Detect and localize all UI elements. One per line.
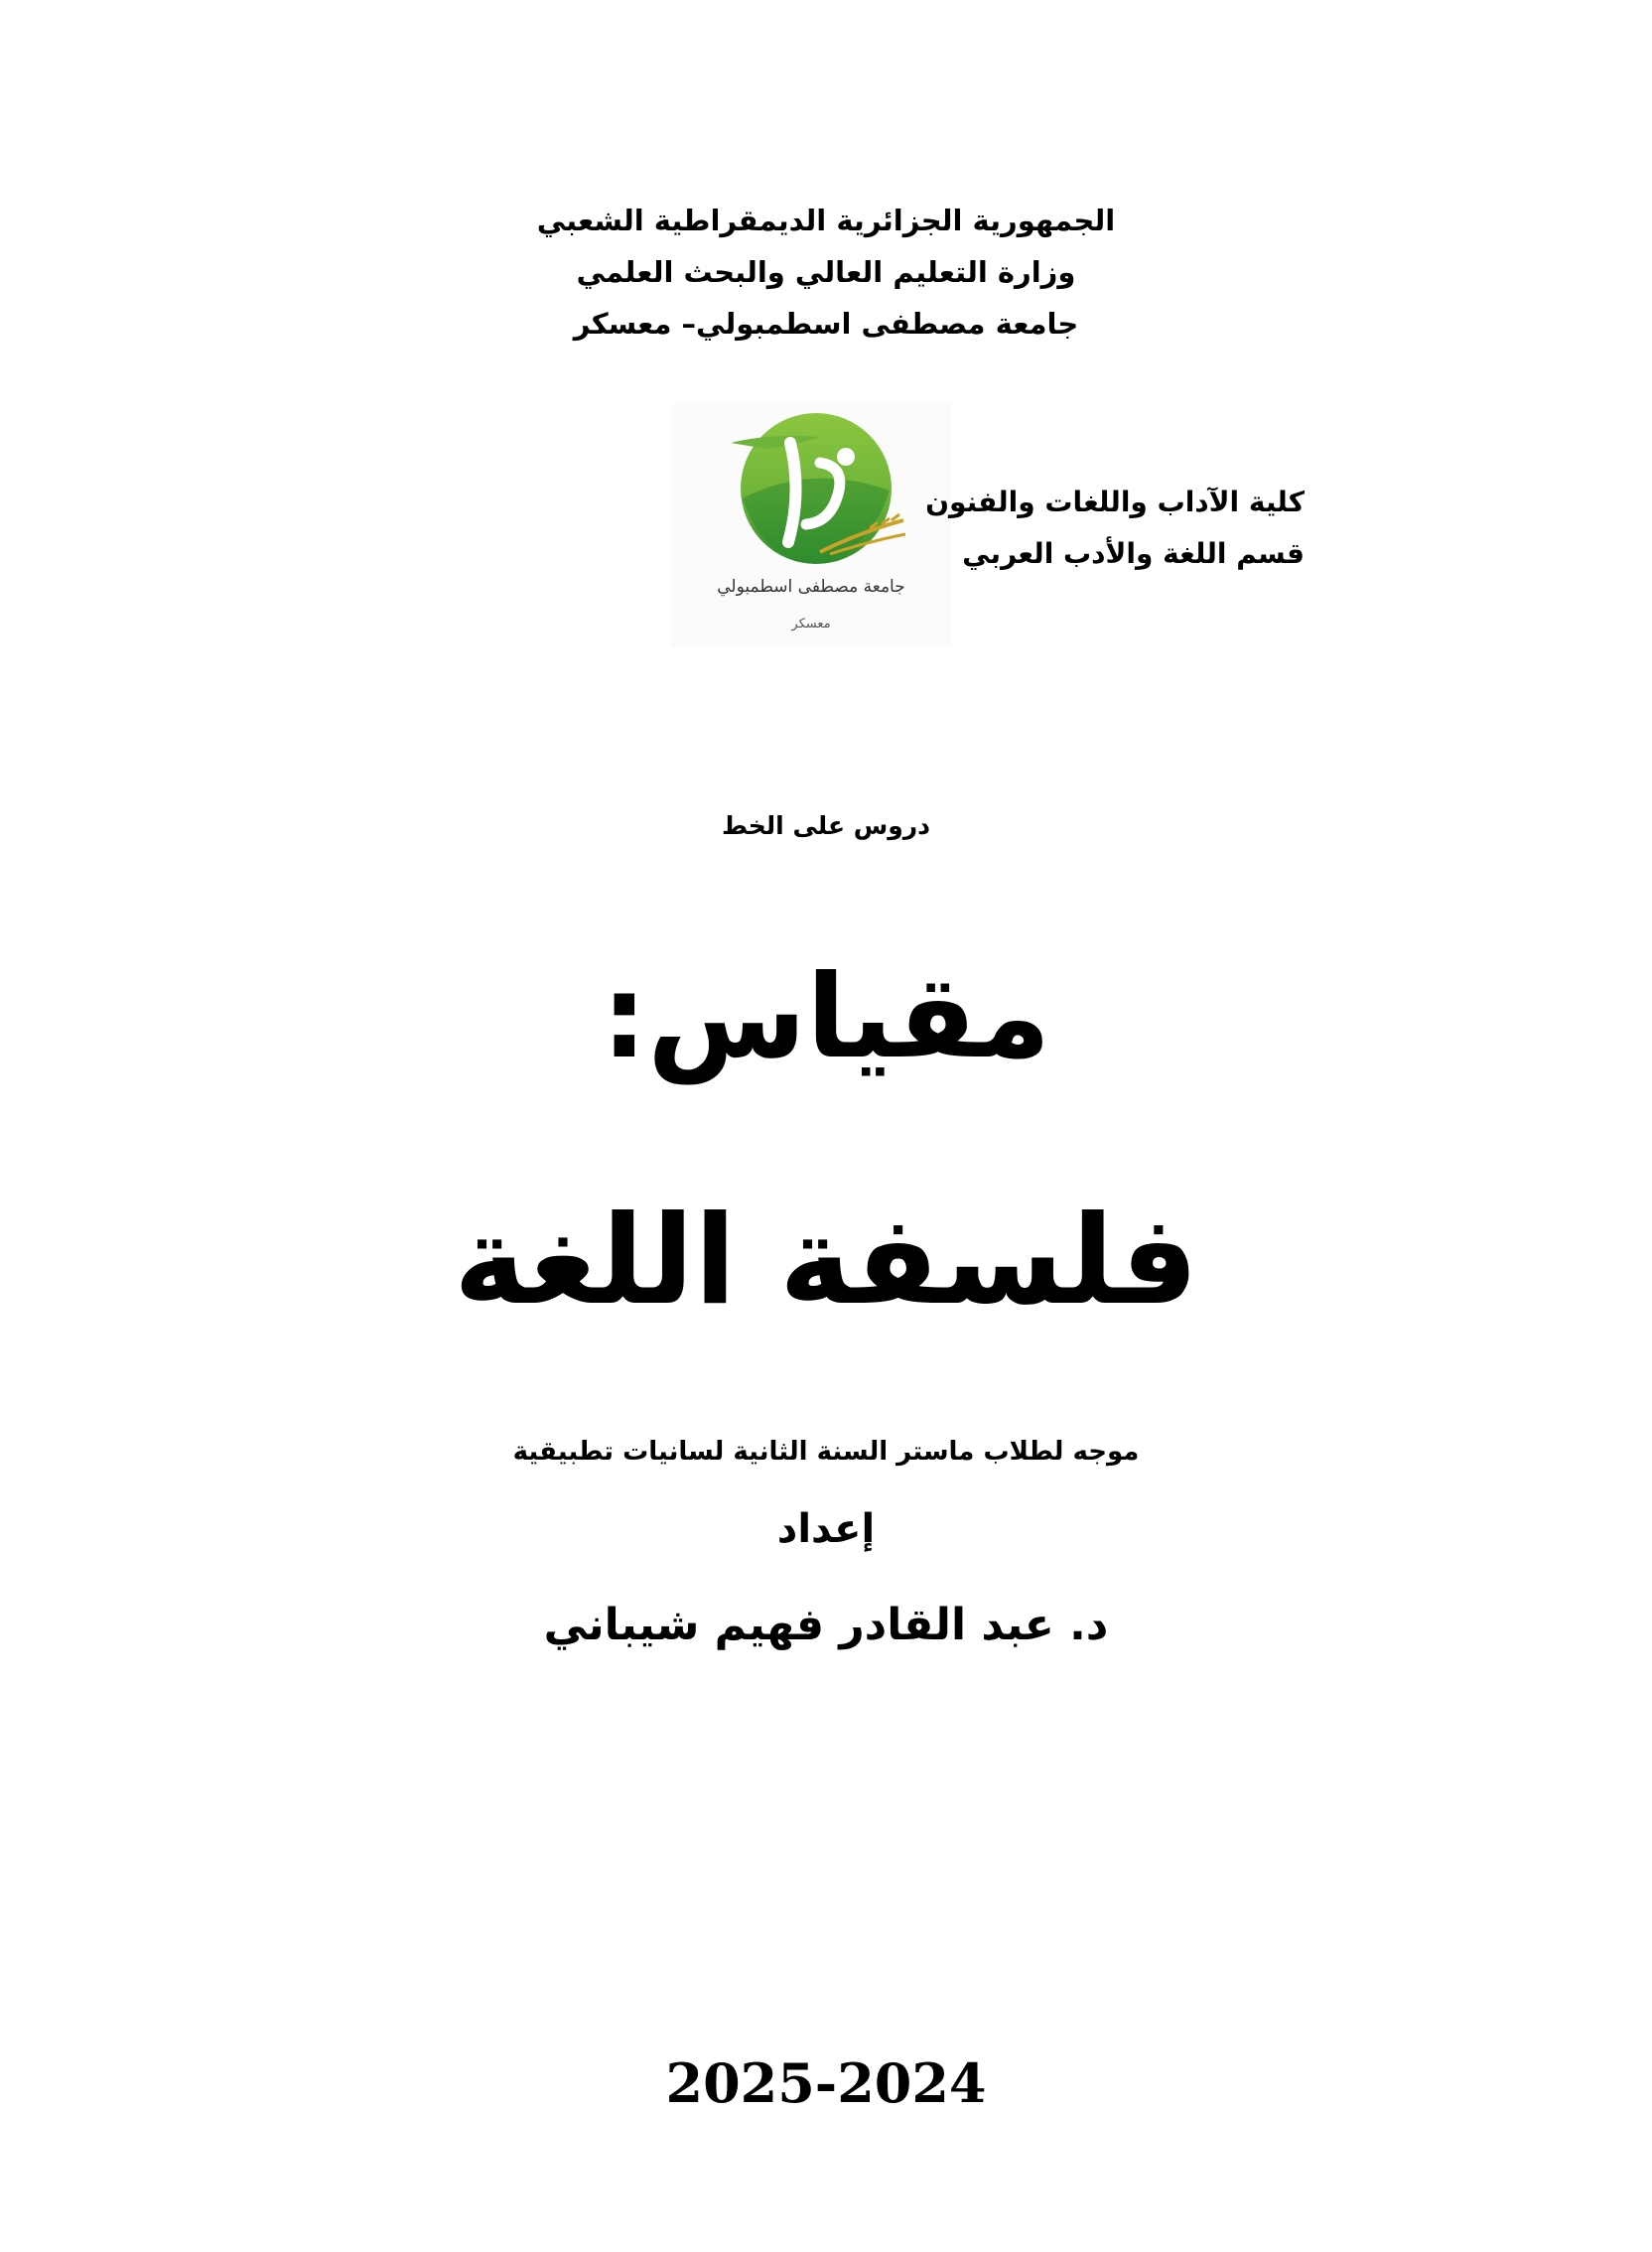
faculty-name: كلية الآداب واللغات والفنون <box>925 486 1305 518</box>
logo-caption-city: معسكر <box>791 617 831 632</box>
ministry-name: وزارة التعليم العالي والبحث العلمي <box>576 255 1076 289</box>
university-name: جامعة مصطفى اسطمبولي– معسكر <box>573 307 1079 341</box>
institution-header <box>528 195 1124 350</box>
faculty-info <box>925 477 1305 580</box>
author-name: د. عبد القادر فهيم شيباني <box>543 1600 1109 1650</box>
module-title: فلسفة اللغة <box>453 1190 1199 1333</box>
university-logo <box>671 403 951 647</box>
courses-label: دروس على الخط <box>722 811 930 840</box>
department-name: قسم اللغة والأدب العربي <box>962 537 1305 570</box>
logo-caption-university: جامعة مصطفى اسطمبولي <box>717 577 905 597</box>
target-audience: موجه لطلاب ماستر السنة الثانية لسانيات تطبيقية <box>512 1437 1140 1467</box>
prepared-by-label: إعداد <box>776 1506 876 1552</box>
republic-name: الجمهورية الجزائرية الديمقراطية الشعبي <box>536 204 1116 237</box>
module-label: مقياس: <box>601 950 1051 1084</box>
academic-year: 2025-2024 <box>665 2051 987 2115</box>
